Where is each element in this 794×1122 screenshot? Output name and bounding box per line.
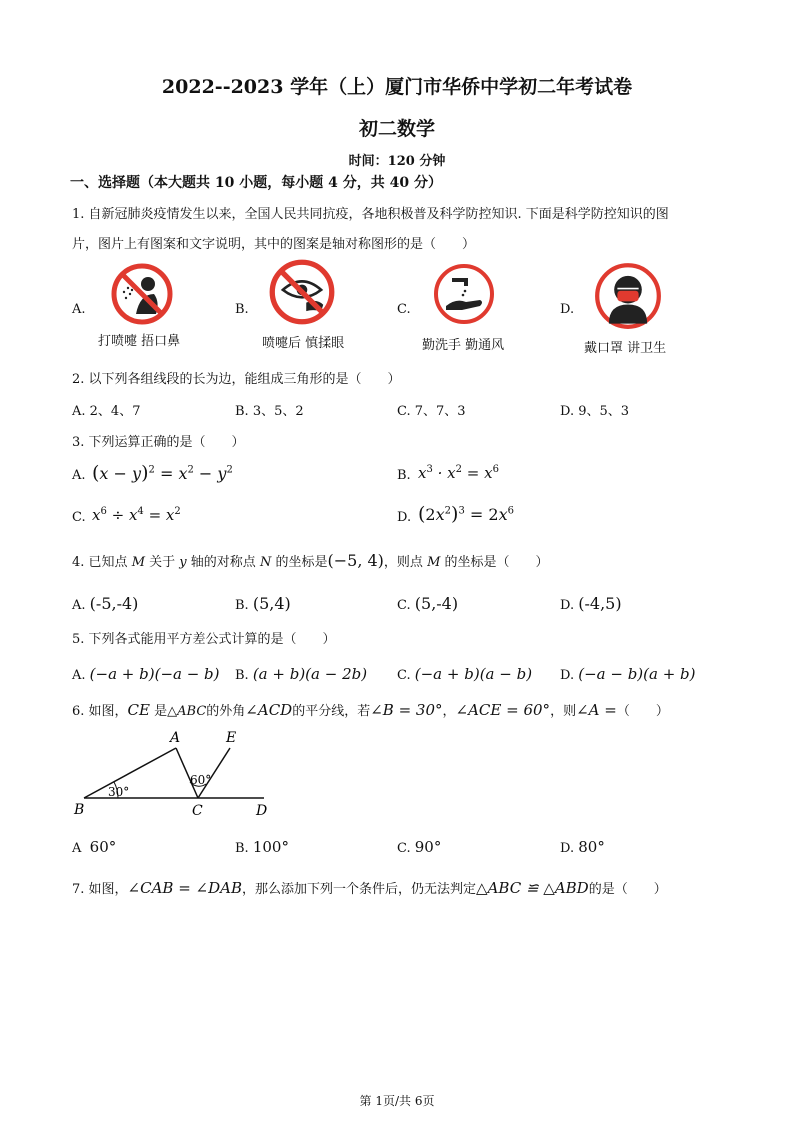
q5-option-a: A. (−a + b)(−a − b) [72, 665, 220, 683]
q3-option-b-letter: B. [397, 468, 411, 483]
q3-option-d-letter: D. [397, 510, 412, 525]
q6-stem: 6. 如图，CE 是△ABC的外角∠ACD的平分线，若∠B = 30°，∠ACE = 60°，则∠A =（ ） [72, 701, 669, 719]
q2-stem: 2. 以下列各组线段的长为边，能组成三角形的是（ ） [72, 372, 401, 387]
label-angle-b: 30° [108, 785, 130, 799]
q1-stem-line2: 片，图片上有图案和文字说明，其中的图案是轴对称图形的是（ ） [72, 237, 476, 252]
q1-option-b-letter: B. [235, 302, 249, 317]
q7-stem: 7. 如图，∠CAB = ∠DAB，那么添加下列一个条件后，仍无法判定△ABC ≌ △ABD的是（ ） [72, 879, 667, 897]
q2-option-c: C. 7、7、3 [397, 404, 466, 419]
q1-option-d-letter: D. [560, 302, 575, 317]
page-number: 第 1页/共 6页 [359, 1094, 435, 1108]
q4-option-a: A. (-5,-4) [72, 594, 139, 613]
q6-option-b: B. 100° [235, 838, 289, 856]
hand-wash-icon [432, 262, 496, 326]
label-b: B [74, 802, 85, 818]
exam-time: 时间：120 分钟 [348, 154, 446, 169]
q1-option-b-caption: 喷嚏后 慎揉眼 [262, 336, 345, 351]
segment-ab [84, 748, 176, 798]
q5-stem: 5. 下列各式能用平方差公式计算的是（ ） [72, 632, 336, 647]
label-angle-c: 60° [190, 773, 212, 787]
q1-option-c-letter: C. [397, 302, 411, 317]
q3-stem: 3. 下列运算正确的是（ ） [72, 435, 245, 450]
q4-option-c: C. (5,-4) [397, 594, 459, 613]
q3-option-a-formula: $(x - y)^2 = x^2 - y^2$ [92, 462, 233, 484]
subject-title: 初二数学 [358, 118, 435, 140]
q6-option-c: C. 90° [397, 838, 442, 856]
label-e: E [226, 730, 237, 746]
q2-option-b: B. 3、5、2 [235, 404, 304, 419]
q1-option-d-caption: 戴口罩 讲卫生 [584, 341, 667, 356]
q3-option-c-letter: C. [72, 510, 86, 525]
q3-option-d-formula: $(2x^2)^3 = 2x^6$ [418, 503, 514, 525]
q4-stem: 4. 已知点 M 关于 y 轴的对称点 N 的坐标是(−5, 4)，则点 M 的坐标是（ ） [72, 551, 549, 570]
exam-title: 2022--2023 学年（上）厦门市华侨中学初二年考试卷 [161, 76, 633, 98]
q1-option-c-caption: 勤洗手 勤通风 [422, 338, 505, 353]
q5-option-c: C. (−a + b)(a − b) [397, 665, 533, 683]
eye-rub-icon [268, 258, 336, 326]
q3-option-c-formula: $x^6 \div x^4 = x^2$ [92, 506, 181, 524]
q3-option-b-formula: $x^3 \cdot x^2 = x^6$ [418, 464, 499, 482]
q6-option-a: A 60° [72, 838, 117, 856]
mask-icon [594, 262, 662, 330]
q3-option-a-letter: A. [72, 468, 86, 483]
section-title: 一、选择题（本大题共 10 小题，每小题 4 分，共 40 分） [70, 175, 442, 191]
q4-option-b: B. (5,4) [235, 594, 291, 613]
sneeze-icon [110, 262, 174, 326]
label-c: C [192, 803, 203, 819]
q2-option-a: A. 2、4、7 [72, 404, 141, 419]
triangle-figure [70, 730, 280, 820]
label-a: A [170, 730, 181, 746]
q1-option-a-letter: A. [72, 302, 86, 317]
q6-option-d: D. 80° [560, 838, 605, 856]
q1-stem-line1: 1. 自新冠肺炎疫情发生以来，全国人民共同抗疫，各地积极普及科学防控知识. 下面是科学防控知识的图 [72, 207, 669, 222]
q5-option-d: D. (−a − b)(a + b) [560, 665, 696, 683]
q2-option-d: D. 9、5、3 [560, 404, 630, 419]
q4-option-d: D. (-4,5) [560, 594, 622, 613]
q1-option-a-caption: 打喷嚏 捂口鼻 [98, 334, 181, 349]
label-d: D [256, 803, 268, 819]
q5-option-b: B. (a + b)(a − 2b) [235, 665, 368, 683]
